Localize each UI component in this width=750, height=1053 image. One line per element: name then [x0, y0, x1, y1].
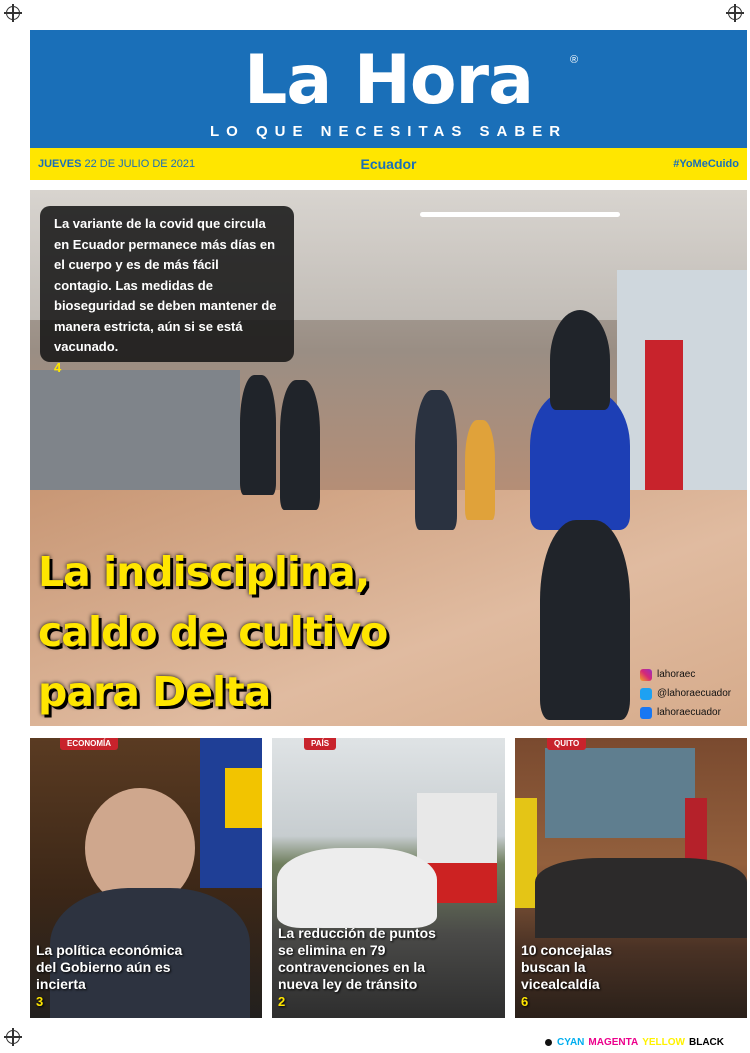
color-black: BLACK — [689, 1037, 724, 1048]
page-reference: 3 — [36, 994, 44, 1009]
registration-mark-icon — [6, 1030, 20, 1044]
summary-text: La variante de la covid que circula en Ecuador permanece más días en el cuerpo y es de más fácil contagio. Las medidas de bioseguridad se deben mantener de manera estricta, aún si se está vacunado. — [54, 216, 277, 354]
hashtag: #YoMeCuido — [673, 158, 739, 170]
color-cyan: CYAN — [556, 1037, 585, 1048]
shopper — [280, 380, 320, 510]
section-name: Ecuador — [360, 156, 417, 172]
story-headline — [36, 942, 196, 1010]
section-tag: PAÍS — [304, 738, 336, 750]
color-magenta: MAGENTA — [588, 1037, 639, 1048]
story-headline-text: 10 concejalas buscan la vicealcaldía — [521, 942, 613, 992]
mural-shape — [545, 748, 695, 838]
story-card-quito[interactable] — [515, 738, 747, 1018]
color-yellow: YELLOW — [642, 1037, 685, 1048]
dateline-bar — [30, 148, 747, 180]
headline-line: para Delta — [38, 668, 271, 716]
facebook-icon — [640, 707, 652, 719]
color-dot-icon — [545, 1039, 552, 1046]
logo: La Hora — [244, 41, 533, 120]
shopper — [540, 520, 630, 720]
car-shape — [277, 848, 437, 928]
registration-mark-icon — [728, 6, 742, 20]
date: 22 DE JULIO DE 2021 — [84, 158, 196, 170]
story-card-pais[interactable] — [272, 738, 505, 1018]
story-headline — [278, 925, 448, 1010]
instagram-handle: lahoraec — [657, 669, 696, 680]
twitter-icon — [640, 688, 652, 700]
shopper-hair — [550, 310, 610, 410]
section-tag: ECONOMÍA — [60, 738, 118, 750]
story-headline-text: La reducción de puntos se elimina en 79 contravenciones en la nueva ley de tránsito — [278, 925, 436, 992]
sale-banner — [645, 340, 683, 490]
section-tag: QUITO — [547, 738, 586, 750]
facebook-handle: lahoraecuador — [657, 707, 721, 718]
shopper — [240, 375, 276, 495]
tagline: LO QUE NECESITAS SABER — [209, 123, 568, 140]
registration-mark-icon — [6, 6, 20, 20]
story-card-economia[interactable] — [30, 738, 262, 1018]
people-shape — [535, 858, 747, 938]
social-handles — [640, 665, 731, 722]
color-bar — [545, 1037, 728, 1048]
summary-box — [40, 206, 294, 375]
headline-line: La indisciplina, — [38, 548, 370, 596]
twitter-handle: @lahoraecuador — [657, 688, 732, 699]
page-reference: 2 — [278, 994, 286, 1009]
shopper — [465, 420, 495, 520]
flag-shape — [515, 798, 537, 908]
main-headline — [38, 542, 468, 722]
masthead — [30, 30, 747, 148]
shopper — [530, 390, 630, 530]
lead-photo — [30, 190, 747, 726]
truck-shape — [417, 793, 497, 868]
ceiling-light — [420, 212, 620, 217]
headline-line: caldo de cultivo — [38, 608, 388, 656]
weekday: JUEVES — [38, 158, 82, 170]
shopper — [415, 390, 457, 530]
instagram-icon — [640, 669, 652, 681]
page-reference: 6 — [521, 994, 529, 1009]
flag-shape — [225, 768, 262, 828]
story-headline-text: La política económica del Gobierno aún es incierta — [36, 942, 183, 992]
registered-mark: ® — [570, 54, 579, 66]
page-reference: 4 — [54, 359, 62, 375]
story-headline — [521, 942, 631, 1010]
